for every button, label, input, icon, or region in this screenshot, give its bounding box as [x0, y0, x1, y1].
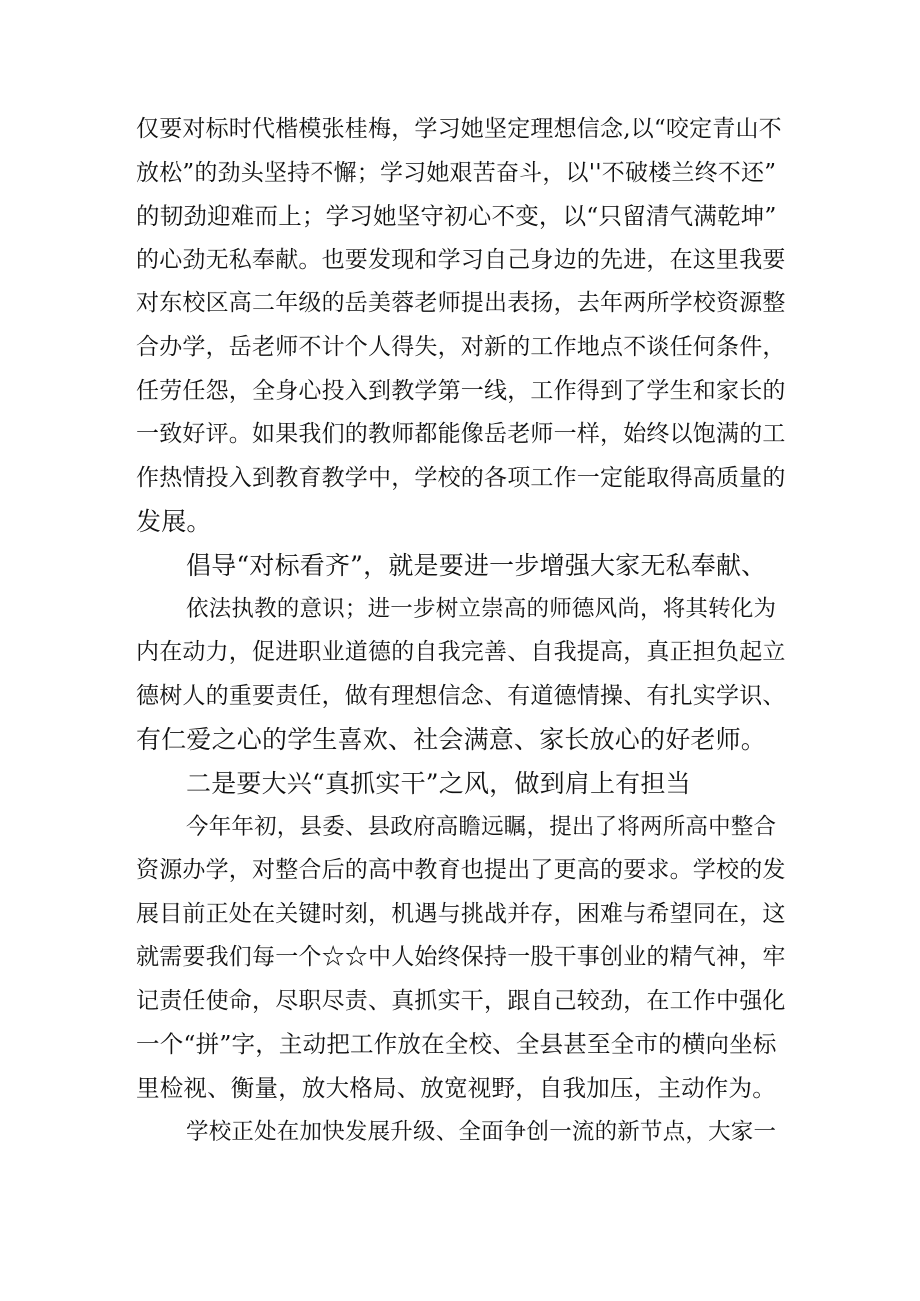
text-line: 资源办学，对整合后的高中教育也提出了更高的要求。学校的发 [136, 857, 786, 884]
text-line: 今年年初，县委、县政府高瞻远瞩，提出了将两所高中整合 [186, 813, 777, 840]
text-line: 任劳任怨，全身心投入到教学第一线，工作得到了学生和家长的 [136, 377, 786, 404]
text-line: 就需要我们每一个☆☆中人始终保持一股干事创业的精气神，牢 [136, 944, 786, 971]
text-line: 一个“拼”字，主动把工作放在全校、全县甚至全市的横向坐标 [136, 1030, 777, 1059]
text-line: 依法执教的意识；进一步树立崇高的师德风尚，将其转化为 [186, 595, 777, 622]
text-line: 仅要对标时代楷模张桂梅，学习她坚定理想信念,以“咬定青山不 [136, 116, 782, 142]
text-line: 的心劲无私奉献。也要发现和学习自己身边的先进，在这里我要 [136, 246, 786, 273]
text-line: 学校正处在加快发展升级、全面争创一流的新节点，大家一 [186, 1118, 777, 1145]
text-line: 有仁爱之心的学生喜欢、社会满意、家长放心的好老师。 [136, 725, 767, 755]
text-line: 里检视、衡量，放大格局、放宽视野，自我加压，主动作为。 [136, 1074, 776, 1103]
text-line: 合办学，岳老师不计个人得失，对新的工作地点不谈任何条件， [136, 333, 786, 360]
text-line: 的韧劲迎难而上；学习她坚守初心不变，以“只留清气满乾坤” [136, 202, 777, 231]
text-line: 展目前正处在关键时刻，机遇与挑战并存，困难与希望同在，这 [136, 900, 786, 927]
text-line: 一致好评。如果我们的教师都能像岳老师一样，始终以饱满的工 [136, 421, 786, 448]
text-line: 倡导“对标看齐”，就是要进一步增强大家无私奉献、 [186, 550, 767, 580]
text-line: 二是要大兴“真抓实干”之风，做到肩上有担当 [186, 768, 691, 798]
body-text [136, 108, 786, 1154]
text-line: 对东校区高二年级的岳美蓉老师提出表扬，去年两所学校资源整 [136, 290, 786, 317]
text-line: 内在动力，促进职业道德的自我完善、自我提高，真正担负起立 [136, 639, 786, 666]
text-line: 德树人的重要责任，做有理想信念、有道德情操、有扎实学识、 [136, 682, 786, 709]
text-line: 放松”的劲头坚持不懈；学习她艰苦奋斗，以''不破楼兰终不还” [136, 159, 777, 186]
text-line: 记责任使命，尽职尽责、真抓实干，跟自己较劲，在工作中强化 [136, 987, 786, 1014]
text-line: 作热情投入到教育教学中，学校的各项工作一定能取得高质量的 [136, 464, 786, 491]
text-line: 发展。 [136, 507, 212, 537]
